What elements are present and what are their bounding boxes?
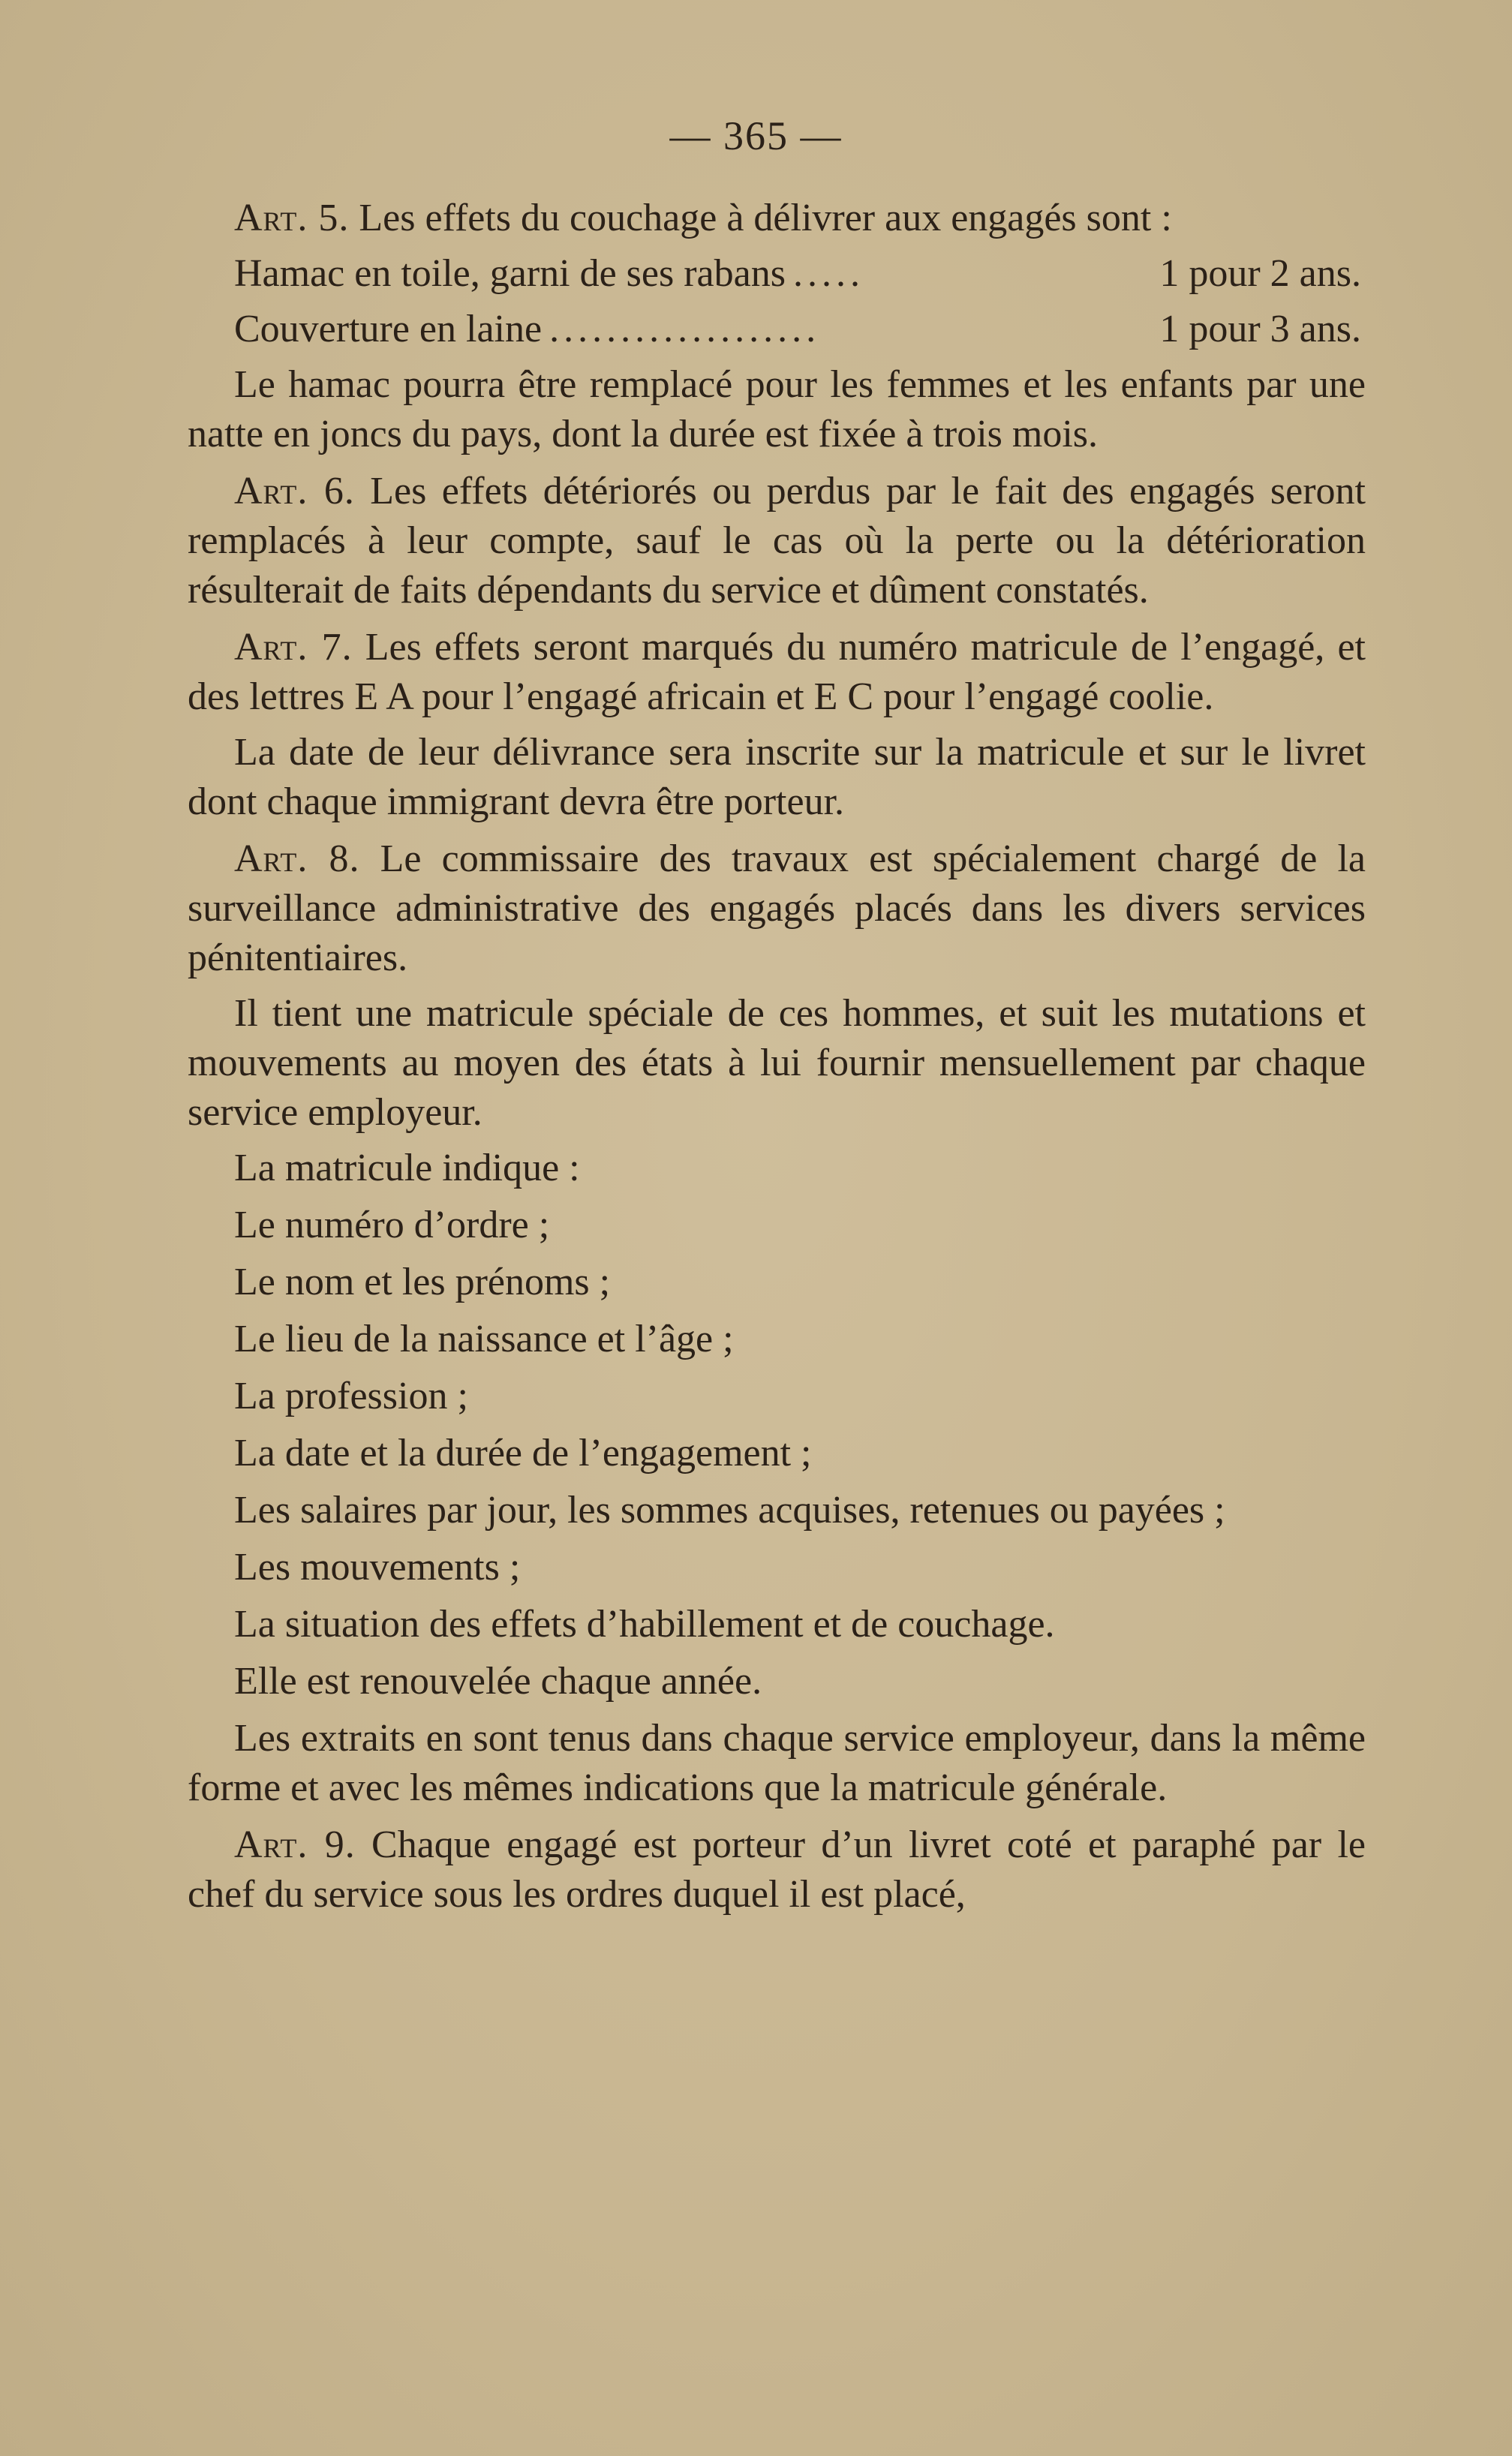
article-6 <box>188 467 1366 615</box>
item-hamac-leader: ..... <box>792 252 864 295</box>
matricule-item: Le lieu de la naissance et l’âge ; <box>234 1318 734 1360</box>
article-8-label: Art. 8. <box>234 837 360 880</box>
article-7-label: Art. 7. <box>234 626 353 669</box>
item-couverture-name: Couverture en laine <box>234 308 543 350</box>
matricule-item-salaires: Les salaires par jour, les sommes acquises, retenues ou payées ; <box>234 1489 1225 1532</box>
matricule-item: Le nom et les prénoms ; <box>234 1261 611 1303</box>
article-8-paragraph-4: Les extraits en sont tenus dans chaque service employeur, dans la même forme et avec les mêmes indications que la matricule générale. <box>188 1717 1366 1809</box>
item-hamac <box>188 249 1366 299</box>
matricule-item: Le numéro d’ordre ; <box>234 1204 550 1246</box>
item-couverture-leader: ................... <box>549 308 821 350</box>
article-7-paragraph-2: La date de leur délivrance sera inscrite sur la matricule et sur le livret dont chaque immigrant devra être porteur. <box>188 731 1366 823</box>
item-couverture-quantity: 1 pour 3 ans. <box>1159 308 1361 350</box>
matricule-item: La date et la durée de l’engagement ; <box>234 1432 812 1475</box>
item-hamac-name: Hamac en toile, garni de ses rabans <box>234 252 786 295</box>
page-number: — 365 — <box>669 113 843 158</box>
article-9-label: Art. 9. <box>234 1823 356 1866</box>
item-couverture <box>188 305 1366 354</box>
article-6-label: Art. 6. <box>234 470 355 513</box>
article-5-label: Art. 5. <box>234 197 350 239</box>
article-5 <box>188 194 1366 243</box>
article-9 <box>188 1820 1366 1919</box>
matricule-intro: La matricule indique : <box>234 1147 580 1189</box>
article-7 <box>188 623 1366 722</box>
article-8-paragraph-3: Elle est renouvelée chaque année. <box>234 1660 762 1703</box>
article-8-text: Le commissaire des travaux est spécialement chargé de la surveillance administrative des engagés placés dans les divers services pénitentiaires. <box>188 837 1366 979</box>
article-6-text: Les effets détériorés ou perdus par le fait des engagés seront remplacés à leur compte, sauf le cas où la perte ou la détérioration résulterait de faits dépendants du service et dûment constatés. <box>188 470 1366 612</box>
article-5-text: Les effets du couchage à délivrer aux engagés sont : <box>349 197 1172 239</box>
page-body <box>188 194 1366 1925</box>
matricule-item: La situation des effets d’habillement et de couchage. <box>234 1603 1055 1646</box>
matricule-item: La profession ; <box>234 1375 468 1417</box>
matricule-item: Les mouvements ; <box>234 1546 521 1589</box>
article-7-text: Les effets seront marqués du numéro matricule de l’engagé, et des lettres E A pour l’engagé africain et E C pour l’engagé coolie. <box>188 626 1366 718</box>
article-8 <box>188 834 1366 983</box>
article-8-paragraph-2: Il tient une matricule spéciale de ces hommes, et suit les mutations et mouvements au moyen des états à lui fournir mensuellement par chaque service employeur. <box>188 992 1366 1134</box>
article-5-note: Le hamac pourra être remplacé pour les femmes et les enfants par une natte en joncs du pays, dont la durée est fixée à trois mois. <box>188 363 1366 455</box>
article-9-text: Chaque engagé est porteur d’un livret coté et paraphé par le chef du service sous les ordres duquel il est placé, <box>188 1823 1366 1916</box>
item-hamac-quantity: 1 pour 2 ans. <box>1159 252 1361 295</box>
